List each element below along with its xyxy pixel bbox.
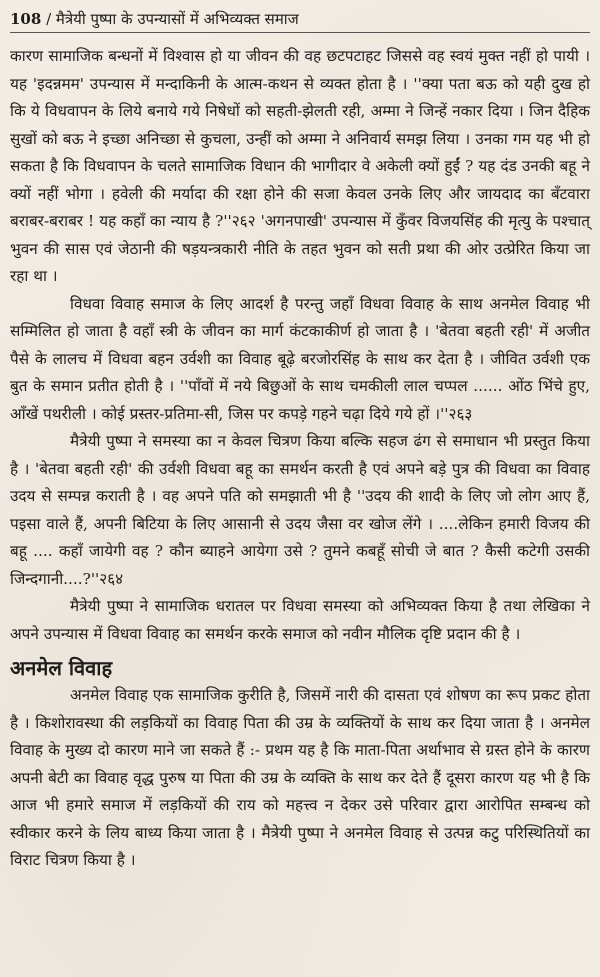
running-header: [10, 8, 590, 33]
paragraph-solution: मैत्रेयी पुष्पा ने समस्या का न केवल चित्रण किया बल्कि सहज ढंग से समाधान भी प्रस्तुत किया है । 'बेतवा बहती रही' की उर्वशी विधवा बहू का समर्थन करती है एवं अपने बड़े पुत्र की विधवा का विवाह उदय से सम्पन्न कराती है । वह अपने पति को समझाती भी है ''उदय की शादी के लिए जो लोग आए हैं, पइसा वाले हैं, अपनी बिटिया के लिए आसानी से उदय जैसा वर खोज लेंगे । ....लेकिन हमारी विजय की बहू .... कहाँ जायेगी वह ? कौन ब्याहने आयेगा उसे ? तुमने कबहूँ सोची जे बात ? कैसी कटेगी उसकी जिन्दगानी....?''२६४: [10, 432, 590, 588]
paragraph-continued: कारण सामाजिक बन्धनों में विश्वास हो या जीवन की वह छटपटाहट जिससे वह स्वयं मुक्त नहीं हो पायी । यह 'इदन्नमम' उपन्यास में मन्दाकिनी के आत्म-कथन से व्यक्त होता है । ''क्या पता बऊ को यही दुख हो कि ये विधवापन के लिये बनाये गये निषेधों को सहती-झेलती रही, अम्मा ने जिन्हें नकार दिया । जिन दैहिक सुखों को बऊ ने इच्छा अनिच्छा से कुचला, उन्हीं को अम्मा ने अनिवार्य समझ लिया । उनका गम यह भी हो सकता है कि विधवापन के चलते सामाजिक विधान की भागीदार वे अकेली क्यों हुईं ? यह दंड उनकी बहू ने क्यों नहीं भोगा । हवेली की मर्यादा की रक्षा होने की सजा केवल उनके लिए और जायदाद का बँटवारा बराबर-बराबर ! यह कहाँ का न्याय है ?''२६२ 'अगनपाखी' उपन्यास में कुँवर विजयसिंह की मृत्यु के पश्चात् भुवन की सास एवं जेठानी की षड़यन्त्रकारी नीति के तहत भुवन को सती प्रथा की ओर उत्प्रेरित किया जा रहा था ।: [10, 47, 590, 285]
header-separator: /: [41, 10, 56, 28]
paragraph-mismatched-marriage: अनमेल विवाह एक सामाजिक कुरीति है, जिसमें नारी की दासता एवं शोषण का रूप प्रकट होता है । किशोरावस्था की लड़कियों का विवाह पिता की उम्र के व्यक्तियों के साथ कर दिया जाता है । अनमेल विवाह के मुख्य दो कारण माने जा सकते हैं :- प्रथम यह है कि माता-पिता अर्थाभाव से ग्रस्त होने के कारण अपनी बेटी का विवाह वृद्ध पुरुष या पिता की उम्र के व्यक्ति के साथ कर देते हैं दूसरा कारण यह भी है कि आज भी हमारे समाज में लड़कियों की राय को महत्त्व न देकर उसे परिवार द्वारा आरोपित सम्बन्ध को स्वीकार करने के लिय बाध्य किया जाता है । मैत्रेयी पुष्पा ने अनमेल विवाह से उत्पन्न कटु परिस्थितियों का विराट चित्रण किया है ।: [10, 686, 591, 869]
page-number: 108: [10, 10, 42, 28]
section-heading: अनमेल विवाह: [10, 656, 113, 680]
paragraph-summary: मैत्रेयी पुष्पा ने सामाजिक धरातल पर विधवा समस्या को अभिव्यक्त किया है तथा लेखिका ने अपने उपन्यास में विधवा विवाह का समर्थन करके समाज को नवीन मौलिक दृष्टि प्रदान की है ।: [10, 597, 590, 643]
paragraph-widow-remarriage: विधवा विवाह समाज के लिए आदर्श है परन्तु जहाँ विधवा विवाह के साथ अनमेल विवाह भी सम्मिलित हो जाता है वहाँ स्त्री के जीवन का मार्ग कंटकाकीर्ण हो जाता है । 'बेतवा बहती रही' में अजीत पैसे के लालच में विधवा बहन उर्वशी का विवाह बूढ़े बरजोरसिंह के साथ कर देता है । जीवित उर्वशी एक बुत के समान प्रतीत होती है । ''पाँवों में नये बिछुओं के साथ चमकीली लाल चप्पल ...... ओंठ भिंचे हुए, आँखें पथरीली । कोई प्रस्तर-प्रतिमा-सी, जिस पर कपड़े गहने चढ़ा दिये गये हों ।''२६३: [10, 294, 590, 423]
book-title: मैत्रेयी पुष्पा के उपन्यासों में अभिव्यक्त समाज: [55, 10, 299, 28]
